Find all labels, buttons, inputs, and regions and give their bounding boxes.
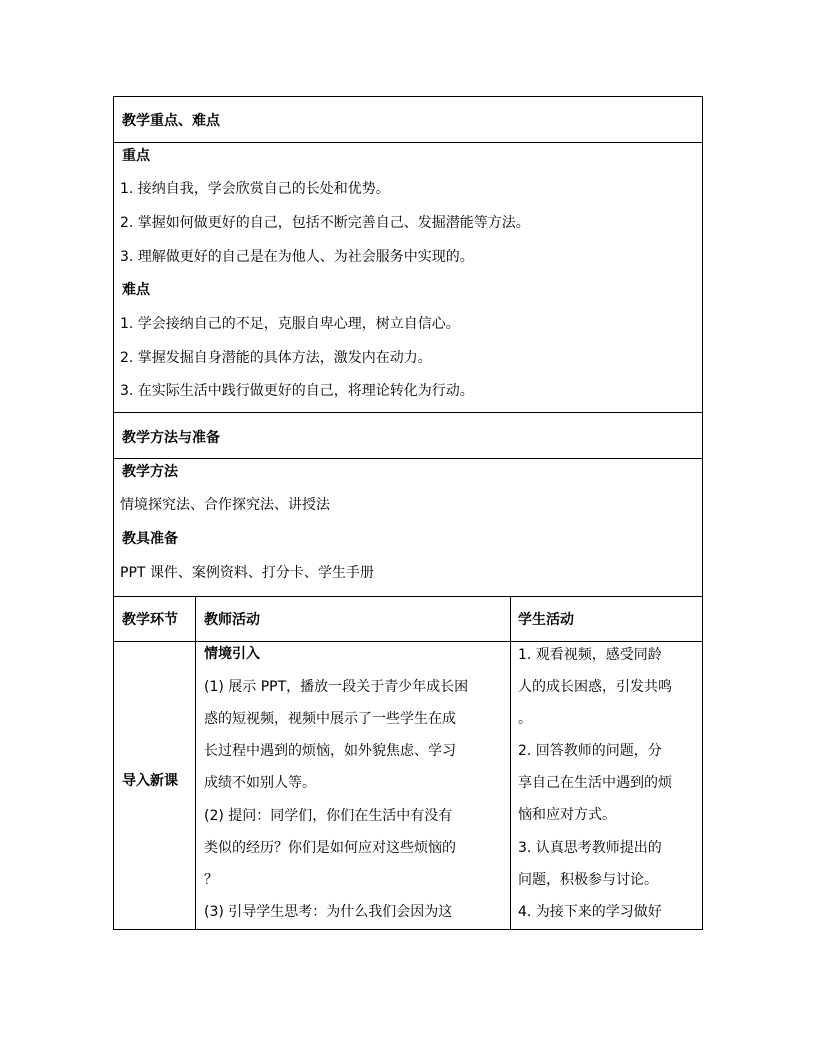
divider bbox=[114, 458, 702, 459]
teacher-activity-line: (1) 展示 PPT，播放一段关于青少年成长困 bbox=[204, 679, 469, 695]
student-activity-line: 4. 为接下来的学习做好 bbox=[518, 904, 662, 920]
difficulty-item: 1. 学会接纳自己的不足，克服自卑心理，树立自信心。 bbox=[120, 316, 460, 332]
teacher-activity-line: 成绩不如别人等。 bbox=[204, 775, 316, 791]
divider bbox=[114, 142, 702, 143]
difficulty-item: 3. 在实际生活中践行做更好的自己，将理论转化为行动。 bbox=[120, 383, 474, 399]
methods-text: 情境探究法、合作探究法、讲授法 bbox=[120, 497, 330, 513]
divider bbox=[114, 596, 702, 597]
header-student-activity: 学生活动 bbox=[518, 612, 574, 628]
student-activity-line: 2. 回答教师的问题，分 bbox=[518, 743, 662, 759]
teacher-activity-title: 情境引入 bbox=[204, 646, 260, 662]
header-teacher-activity: 教师活动 bbox=[204, 612, 260, 628]
difficulties-label: 难点 bbox=[122, 282, 150, 298]
student-activity-line: 3. 认真思考教师提出的 bbox=[518, 840, 662, 856]
methods-label: 教学方法 bbox=[122, 464, 178, 480]
tools-text: PPT 课件、案例资料、打分卡、学生手册 bbox=[120, 565, 374, 581]
student-activity-line: 人的成长困惑，引发共鸣 bbox=[518, 679, 672, 695]
teacher-activity-line: 类似的经历？你们是如何应对这些烦恼的 bbox=[204, 840, 456, 856]
student-activity-line: 恼和应对方式。 bbox=[518, 807, 616, 823]
student-activity-line: 。 bbox=[518, 711, 532, 727]
stage-label: 导入新课 bbox=[122, 773, 178, 789]
teacher-activity-line: ？ bbox=[204, 872, 218, 888]
student-activity-line: 享自己在生活中遇到的烦 bbox=[518, 775, 672, 791]
tools-label: 教具准备 bbox=[122, 531, 178, 547]
teacher-activity-line: (2) 提问：同学们，你们在生活中有没有 bbox=[204, 808, 453, 824]
divider bbox=[114, 412, 702, 413]
student-activity-line: 问题，积极参与讨论。 bbox=[518, 872, 658, 888]
header-stage: 教学环节 bbox=[122, 612, 178, 628]
difficulty-item: 2. 掌握发掘自身潜能的具体方法，激发内在动力。 bbox=[120, 350, 432, 366]
lesson-plan-table bbox=[113, 96, 703, 930]
student-activity-line: 1. 观看视频，感受同龄 bbox=[518, 647, 662, 663]
focus-section-heading: 教学重点、难点 bbox=[122, 113, 220, 129]
key-point-item: 2. 掌握如何做更好的自己，包括不断完善自己、发掘潜能等方法。 bbox=[120, 215, 530, 231]
divider bbox=[114, 641, 702, 642]
column-divider bbox=[510, 596, 511, 929]
teacher-activity-line: (3) 引导学生思考：为什么我们会因为这 bbox=[204, 904, 453, 920]
key-points-label: 重点 bbox=[122, 148, 150, 164]
methods-section-heading: 教学方法与准备 bbox=[122, 430, 220, 446]
teacher-activity-line: 长过程中遇到的烦恼，如外貌焦虑、学习 bbox=[204, 743, 456, 759]
column-divider bbox=[195, 596, 196, 929]
key-point-item: 3. 理解做更好的自己是在为他人、为社会服务中实现的。 bbox=[120, 249, 474, 265]
key-point-item: 1. 接纳自我，学会欣赏自己的长处和优势。 bbox=[120, 181, 390, 197]
teacher-activity-line: 惑的短视频，视频中展示了一些学生在成 bbox=[204, 711, 456, 727]
